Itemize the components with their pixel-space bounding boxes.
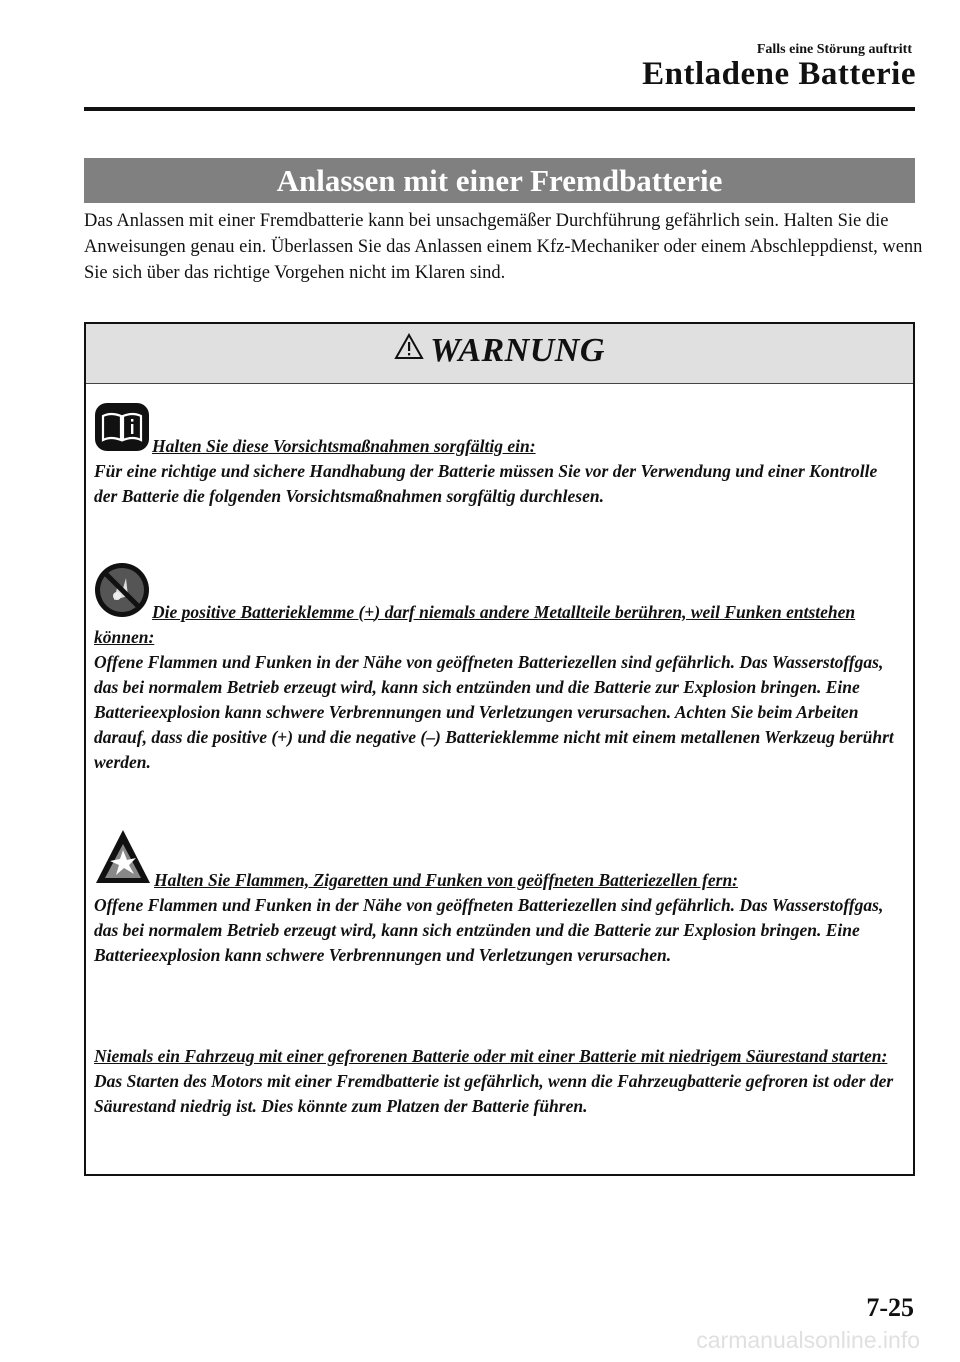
- item-4-heading: Niemals ein Fahrzeug mit einer gefrorenen Batterie oder mit einer Batterie mit niedrigem Säurestand starten:: [94, 1046, 888, 1066]
- minus-symbol: –: [426, 727, 436, 747]
- page-number: 7-25: [866, 1293, 914, 1322]
- warning-title: WARNUNG: [430, 332, 605, 369]
- item-1-heading: Halten Sie diese Vorsichtsmaßnahmen sorgfältig ein:: [152, 436, 536, 456]
- item-2-body-part-3: ) Batterieklemme nicht mit einem metallenen Werkzeug berührt werden.: [94, 727, 894, 772]
- section-title-bar: Anlassen mit einer Fremdbatterie: [84, 158, 915, 203]
- section-intro: Das Anlassen mit einer Fremdbatterie kann bei unsachgemäßer Durchführung gefährlich sein. Halten Sie die Anweisungen genau ein. Überlassen Sie das Anlassen einem Kfz-Mechaniker oder einem Abschleppdienst, wenn Sie sich über das richtige Vorgehen nicht im Klaren sind.: [84, 211, 923, 283]
- item-3-heading: Halten Sie Flammen, Zigaretten und Funken von geöffneten Batteriezellen fern:: [154, 870, 739, 890]
- item-3-body: Offene Flammen und Funken in der Nähe von geöffneten Batteriezellen sind gefährlich. Das Wasserstoffgas, das bei normalem Betrieb erzeugt wird, kann sich entzünden und die Batterie zur Explosion bringen. Eine Batterieexplosion kann schwere Verbrennungen und Verletzungen verursachen.: [94, 895, 884, 965]
- warning-triangle-icon: [394, 331, 424, 369]
- item-2-body-part-1: Offene Flammen und Funken in der Nähe von geöffneten Batteriezellen sind gefährlich. Das Wasserstoffgas, das bei normalem Betrieb erzeugt wird, kann sich entzünden und die Batterie zur Explosion bringen. Eine Batterieexplosion kann schwere Verbrennungen und Verletzungen verursachen. Achten Sie beim Arbeiten darauf, dass die positive (: [94, 652, 884, 747]
- warning-item-2: [94, 562, 899, 775]
- header-rule: [84, 107, 915, 111]
- item-1-body: Für eine richtige und sichere Handhabung der Batterie müssen Sie vor der Verwendung und einer Kontrolle der Batterie die folgenden Vorsichtsmaßnahmen sorgfältig durchlesen.: [94, 461, 878, 506]
- warning-item-4: [94, 1044, 899, 1119]
- item-2-heading-part-1: Die positive Batterieklemme (: [152, 602, 365, 622]
- item-4-body: Das Starten des Motors mit einer Fremdbatterie ist gefährlich, wenn die Fahrzeugbatterie gefroren ist oder der Säurestand niedrig ist. Dies könnte zum Platzen der Batterie führen.: [94, 1071, 894, 1116]
- item-2-body-part-2: ) und die negative (: [287, 727, 427, 747]
- warning-box: [84, 322, 915, 1176]
- watermark: carmanualsonline.info: [696, 1327, 920, 1353]
- plus-symbol: +: [277, 727, 288, 747]
- item-2-heading-part-2: ) darf niemals andere Metallteile berühren, weil Funken entstehen können:: [94, 602, 856, 647]
- warning-item-1: [94, 402, 899, 509]
- no-spark-icon: [94, 562, 150, 625]
- manual-book-icon: [94, 402, 150, 459]
- warning-item-3: [94, 828, 899, 968]
- warning-header: [86, 324, 913, 384]
- header-subtitle: Falls eine Störung auftritt: [756, 42, 912, 57]
- header-title: Entladene Batterie: [642, 56, 916, 92]
- plus-symbol: +: [364, 602, 375, 622]
- explosion-warning-icon: [94, 828, 152, 893]
